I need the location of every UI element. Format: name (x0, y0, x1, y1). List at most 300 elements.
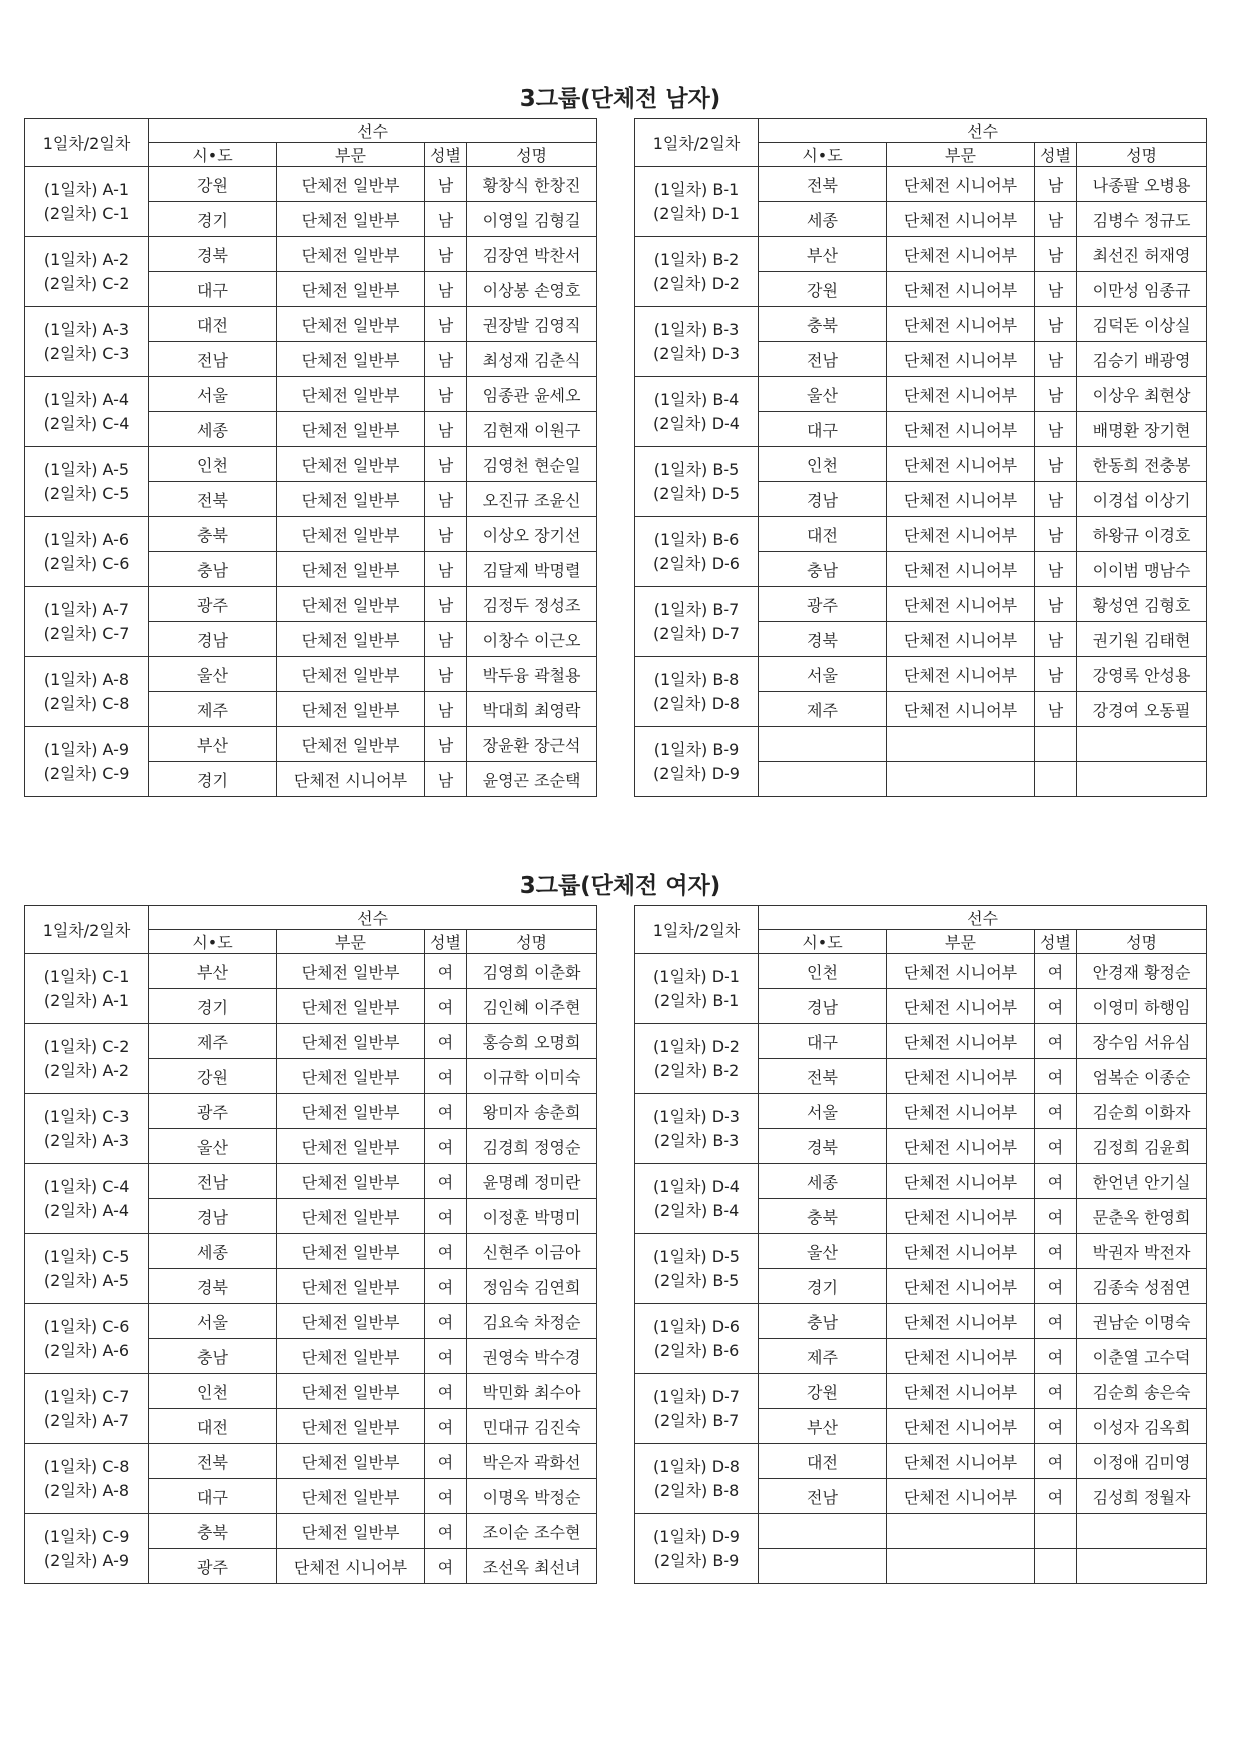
match-day-cell (635, 1304, 759, 1374)
day1-label: (1일차) D-2 (653, 1036, 740, 1056)
day1-label: (1일차) C-4 (43, 1176, 130, 1196)
table-row (635, 447, 1207, 482)
table-row (25, 237, 597, 272)
gender-cell: 남 (425, 237, 467, 272)
name-cell: 이영미 하행임 (1077, 989, 1207, 1024)
day2-label: (2일차) D-4 (653, 413, 740, 433)
match-day-cell (25, 167, 149, 237)
division-cell: 단체전 시니어부 (887, 1199, 1035, 1234)
city-cell: 충남 (759, 552, 887, 587)
division-cell: 단체전 일반부 (277, 167, 425, 202)
name-cell: 조선옥 최선녀 (467, 1549, 597, 1584)
gender-cell: 남 (1035, 517, 1077, 552)
table-row (635, 1234, 1207, 1269)
match-day-cell (635, 307, 759, 377)
division-cell: 단체전 시니어부 (887, 1094, 1035, 1129)
division-cell (887, 1514, 1035, 1549)
gender-cell: 남 (1035, 412, 1077, 447)
name-cell: 김영희 이춘화 (467, 954, 597, 989)
day1-label: (1일차) A-4 (43, 389, 130, 409)
table-row (635, 954, 1207, 989)
division-cell: 단체전 일반부 (277, 989, 425, 1024)
name-cell: 신현주 이금아 (467, 1234, 597, 1269)
name-cell: 이만성 임종규 (1077, 272, 1207, 307)
match-day-cell (25, 1094, 149, 1164)
table-row (25, 1444, 597, 1479)
name-cell: 김정두 정성조 (467, 587, 597, 622)
day1-label: (1일차) D-7 (653, 1386, 740, 1406)
division-cell: 단체전 일반부 (277, 657, 425, 692)
city-cell: 강원 (759, 1374, 887, 1409)
name-cell: 문춘옥 한영희 (1077, 1199, 1207, 1234)
city-cell (759, 762, 887, 797)
gender-cell: 남 (425, 587, 467, 622)
schedule-table-right (634, 905, 1207, 1584)
division-cell: 단체전 일반부 (277, 412, 425, 447)
city-header: 시•도 (149, 143, 277, 167)
day1-label: (1일차) B-6 (653, 529, 740, 549)
match-day-cell (635, 1094, 759, 1164)
day1-label: (1일차) C-1 (43, 966, 130, 986)
gender-cell: 여 (425, 1199, 467, 1234)
day2-label: (2일차) D-2 (653, 273, 740, 293)
gender-cell: 남 (1035, 482, 1077, 517)
city-cell: 전남 (759, 342, 887, 377)
city-cell: 광주 (149, 1094, 277, 1129)
match-day-cell (25, 1514, 149, 1584)
day1-label: (1일차) A-3 (43, 319, 130, 339)
city-cell: 전북 (149, 1444, 277, 1479)
table-row (635, 1374, 1207, 1409)
name-cell: 김병수 정규도 (1077, 202, 1207, 237)
division-cell: 단체전 시니어부 (887, 1024, 1035, 1059)
division-cell: 단체전 일반부 (277, 727, 425, 762)
day-header: 1일차/2일차 (25, 119, 149, 167)
division-cell (887, 727, 1035, 762)
name-cell: 장윤환 장근석 (467, 727, 597, 762)
table-row (25, 1234, 597, 1269)
day2-label: (2일차) D-9 (653, 763, 740, 783)
name-cell: 김덕돈 이상실 (1077, 307, 1207, 342)
table-row (635, 1304, 1207, 1339)
city-cell: 울산 (759, 377, 887, 412)
city-cell: 대전 (759, 1444, 887, 1479)
city-cell: 충북 (759, 1199, 887, 1234)
match-day-cell (635, 1444, 759, 1514)
city-cell: 광주 (149, 1549, 277, 1584)
match-day-cell (25, 237, 149, 307)
gender-cell: 여 (1035, 1024, 1077, 1059)
day2-label: (2일차) D-5 (653, 483, 740, 503)
name-cell: 박권자 박전자 (1077, 1234, 1207, 1269)
city-cell: 전남 (759, 1479, 887, 1514)
day1-label: (1일차) B-2 (653, 249, 740, 269)
division-cell: 단체전 일반부 (277, 342, 425, 377)
schedule-table-left (24, 905, 597, 1584)
name-cell: 김승기 배광영 (1077, 342, 1207, 377)
city-cell: 경기 (149, 202, 277, 237)
match-day-cell (25, 1374, 149, 1444)
gender-cell: 여 (425, 954, 467, 989)
table-row (25, 657, 597, 692)
name-cell: 이규학 이미숙 (467, 1059, 597, 1094)
day1-label: (1일차) D-8 (653, 1456, 740, 1476)
division-cell: 단체전 일반부 (277, 447, 425, 482)
day-header: 1일차/2일차 (635, 906, 759, 954)
division-cell: 단체전 일반부 (277, 622, 425, 657)
name-cell: 김경희 정영순 (467, 1129, 597, 1164)
day-header: 1일차/2일차 (635, 119, 759, 167)
city-cell: 서울 (149, 1304, 277, 1339)
division-cell: 단체전 시니어부 (887, 692, 1035, 727)
city-cell: 울산 (149, 657, 277, 692)
city-cell: 경북 (759, 1129, 887, 1164)
gender-cell: 여 (1035, 954, 1077, 989)
name-cell: 권영숙 박수경 (467, 1339, 597, 1374)
division-cell: 단체전 일반부 (277, 1374, 425, 1409)
section-title: 3그룹(단체전 남자) (519, 86, 721, 112)
division-cell: 단체전 시니어부 (887, 482, 1035, 517)
players-header: 선수 (759, 906, 1207, 930)
day2-label: (2일차) C-7 (43, 623, 130, 643)
day2-label: (2일차) A-2 (43, 1060, 130, 1080)
match-day-cell (635, 657, 759, 727)
table-row (25, 1374, 597, 1409)
gender-cell: 여 (425, 1059, 467, 1094)
gender-header: 성별 (1035, 143, 1077, 167)
name-cell (1077, 1514, 1207, 1549)
name-cell: 이이범 맹남수 (1077, 552, 1207, 587)
table-row (25, 1094, 597, 1129)
day1-label: (1일차) B-4 (653, 389, 740, 409)
gender-cell: 여 (1035, 1339, 1077, 1374)
day1-label: (1일차) D-3 (653, 1106, 740, 1126)
day2-label: (2일차) B-5 (653, 1270, 740, 1290)
city-cell: 대전 (149, 307, 277, 342)
match-day-cell (25, 727, 149, 797)
name-cell: 김종숙 성점연 (1077, 1269, 1207, 1304)
city-cell: 대구 (149, 272, 277, 307)
table-row (25, 954, 597, 989)
day1-label: (1일차) C-5 (43, 1246, 130, 1266)
day1-label: (1일차) A-5 (43, 459, 130, 479)
day2-label: (2일차) C-6 (43, 553, 130, 573)
match-day-cell (25, 954, 149, 1024)
division-cell: 단체전 시니어부 (887, 1129, 1035, 1164)
division-cell: 단체전 일반부 (277, 1199, 425, 1234)
day2-label: (2일차) C-9 (43, 763, 130, 783)
city-cell: 인천 (149, 447, 277, 482)
name-cell: 이성자 김옥희 (1077, 1409, 1207, 1444)
table-row (635, 1094, 1207, 1129)
city-cell: 강원 (149, 1059, 277, 1094)
day-header: 1일차/2일차 (25, 906, 149, 954)
city-header: 시•도 (759, 143, 887, 167)
city-cell: 인천 (759, 954, 887, 989)
gender-cell: 남 (425, 167, 467, 202)
city-cell: 전북 (149, 482, 277, 517)
division-cell: 단체전 일반부 (277, 1269, 425, 1304)
name-header: 성명 (467, 930, 597, 954)
division-cell: 단체전 시니어부 (887, 1374, 1035, 1409)
gender-cell: 여 (425, 1339, 467, 1374)
gender-cell: 여 (1035, 1444, 1077, 1479)
division-cell: 단체전 일반부 (277, 517, 425, 552)
division-cell: 단체전 시니어부 (887, 342, 1035, 377)
city-cell: 울산 (759, 1234, 887, 1269)
city-cell: 강원 (149, 167, 277, 202)
day1-label: (1일차) C-9 (43, 1526, 130, 1546)
name-cell: 박은자 곽화선 (467, 1444, 597, 1479)
day1-label: (1일차) D-4 (653, 1176, 740, 1196)
city-cell: 울산 (149, 1129, 277, 1164)
table-row (25, 1514, 597, 1549)
match-day-cell (25, 1444, 149, 1514)
gender-cell (1035, 1549, 1077, 1584)
city-cell: 세종 (759, 202, 887, 237)
division-cell: 단체전 일반부 (277, 1304, 425, 1339)
name-cell: 강영록 안성용 (1077, 657, 1207, 692)
gender-header: 성별 (425, 143, 467, 167)
gender-cell: 남 (1035, 342, 1077, 377)
match-day-cell (25, 1234, 149, 1304)
city-cell: 충남 (149, 1339, 277, 1374)
division-cell: 단체전 일반부 (277, 1444, 425, 1479)
division-cell: 단체전 일반부 (277, 1164, 425, 1199)
division-cell: 단체전 시니어부 (887, 587, 1035, 622)
city-cell (759, 727, 887, 762)
name-cell: 조이순 조수현 (467, 1514, 597, 1549)
division-cell: 단체전 일반부 (277, 1094, 425, 1129)
day1-label: (1일차) B-3 (653, 319, 740, 339)
division-cell: 단체전 시니어부 (887, 1339, 1035, 1374)
day1-label: (1일차) A-8 (43, 669, 130, 689)
city-cell: 서울 (149, 377, 277, 412)
division-cell: 단체전 일반부 (277, 1479, 425, 1514)
city-cell: 경기 (149, 989, 277, 1024)
gender-cell: 남 (1035, 202, 1077, 237)
gender-cell: 여 (425, 1164, 467, 1199)
city-cell (759, 1549, 887, 1584)
match-day-cell (635, 1164, 759, 1234)
city-cell: 인천 (149, 1374, 277, 1409)
name-cell: 최선진 허재영 (1077, 237, 1207, 272)
schedule-table-right (634, 118, 1207, 797)
name-cell: 김인혜 이주현 (467, 989, 597, 1024)
division-cell: 단체전 시니어부 (887, 517, 1035, 552)
gender-cell: 남 (425, 727, 467, 762)
gender-cell: 남 (1035, 377, 1077, 412)
table-row (25, 1164, 597, 1199)
division-cell: 단체전 일반부 (277, 307, 425, 342)
day1-label: (1일차) C-7 (43, 1386, 130, 1406)
table-row (635, 657, 1207, 692)
city-cell: 경북 (149, 237, 277, 272)
table-row (635, 517, 1207, 552)
name-header: 성명 (1077, 143, 1207, 167)
gender-cell: 여 (425, 1409, 467, 1444)
name-cell: 최성재 김춘식 (467, 342, 597, 377)
day1-label: (1일차) D-1 (653, 966, 740, 986)
city-cell: 충남 (149, 552, 277, 587)
name-cell: 김요숙 차정순 (467, 1304, 597, 1339)
day2-label: (2일차) C-5 (43, 483, 130, 503)
name-cell: 하왕규 이경호 (1077, 517, 1207, 552)
division-cell: 단체전 시니어부 (887, 272, 1035, 307)
match-day-cell (25, 657, 149, 727)
name-cell: 김달제 박명렬 (467, 552, 597, 587)
name-cell: 박두융 곽철용 (467, 657, 597, 692)
division-cell: 단체전 일반부 (277, 1339, 425, 1374)
division-cell: 단체전 시니어부 (887, 1409, 1035, 1444)
name-cell: 황성연 김형호 (1077, 587, 1207, 622)
gender-cell: 남 (1035, 167, 1077, 202)
day1-label: (1일차) D-5 (653, 1246, 740, 1266)
day2-label: (2일차) C-1 (43, 203, 130, 223)
city-cell: 전북 (759, 167, 887, 202)
division-cell: 단체전 일반부 (277, 692, 425, 727)
division-cell: 단체전 시니어부 (887, 552, 1035, 587)
match-day-cell (635, 1514, 759, 1584)
division-cell: 단체전 시니어부 (887, 237, 1035, 272)
day2-label: (2일차) A-5 (43, 1270, 130, 1290)
gender-header: 성별 (1035, 930, 1077, 954)
table-row (635, 587, 1207, 622)
gender-cell: 여 (425, 1514, 467, 1549)
division-cell: 단체전 시니어부 (887, 377, 1035, 412)
city-cell: 부산 (759, 237, 887, 272)
division-cell: 단체전 시니어부 (887, 202, 1035, 237)
header-row (635, 906, 1207, 930)
city-cell: 세종 (759, 1164, 887, 1199)
name-cell (1077, 762, 1207, 797)
match-day-cell (25, 377, 149, 447)
day1-label: (1일차) B-5 (653, 459, 740, 479)
division-cell: 단체전 시니어부 (887, 1269, 1035, 1304)
gender-cell: 남 (1035, 692, 1077, 727)
name-cell: 김현재 이원구 (467, 412, 597, 447)
gender-cell: 남 (425, 447, 467, 482)
match-day-cell (635, 954, 759, 1024)
division-cell: 단체전 일반부 (277, 587, 425, 622)
match-day-cell (635, 167, 759, 237)
name-cell: 권기원 김태현 (1077, 622, 1207, 657)
gender-cell: 여 (1035, 1059, 1077, 1094)
city-cell: 대전 (149, 1409, 277, 1444)
players-header: 선수 (149, 906, 597, 930)
match-day-cell (25, 1304, 149, 1374)
division-header: 부문 (887, 143, 1035, 167)
gender-cell: 남 (1035, 657, 1077, 692)
gender-cell: 남 (425, 517, 467, 552)
gender-cell: 남 (425, 202, 467, 237)
header-row (25, 119, 597, 143)
gender-cell: 남 (1035, 552, 1077, 587)
division-cell: 단체전 일반부 (277, 377, 425, 412)
city-cell: 부산 (149, 954, 277, 989)
day1-label: (1일차) B-9 (653, 739, 740, 759)
day2-label: (2일차) A-1 (43, 990, 130, 1010)
header-row (25, 906, 597, 930)
day2-label: (2일차) A-9 (43, 1550, 130, 1570)
gender-cell: 여 (425, 1234, 467, 1269)
division-cell (887, 762, 1035, 797)
gender-cell: 남 (425, 307, 467, 342)
city-cell: 경남 (759, 989, 887, 1024)
day1-label: (1일차) A-7 (43, 599, 130, 619)
city-cell: 경기 (759, 1269, 887, 1304)
division-cell: 단체전 일반부 (277, 552, 425, 587)
day2-label: (2일차) D-1 (653, 203, 740, 223)
gender-cell: 남 (1035, 272, 1077, 307)
gender-cell: 여 (425, 989, 467, 1024)
gender-cell: 여 (1035, 1409, 1077, 1444)
city-cell: 부산 (149, 727, 277, 762)
city-cell: 부산 (759, 1409, 887, 1444)
division-cell: 단체전 시니어부 (887, 307, 1035, 342)
day2-label: (2일차) B-9 (653, 1550, 740, 1570)
day1-label: (1일차) C-2 (43, 1036, 130, 1056)
gender-cell: 남 (425, 622, 467, 657)
division-cell: 단체전 일반부 (277, 237, 425, 272)
name-cell: 민대규 김진숙 (467, 1409, 597, 1444)
city-header: 시•도 (759, 930, 887, 954)
gender-cell: 남 (425, 552, 467, 587)
name-cell: 오진규 조윤신 (467, 482, 597, 517)
gender-cell: 남 (1035, 587, 1077, 622)
name-cell: 김순희 이화자 (1077, 1094, 1207, 1129)
city-cell: 충북 (759, 307, 887, 342)
city-cell: 경기 (149, 762, 277, 797)
gender-cell: 여 (1035, 1304, 1077, 1339)
match-day-cell (635, 1374, 759, 1444)
day2-label: (2일차) A-8 (43, 1480, 130, 1500)
gender-cell: 남 (425, 762, 467, 797)
match-day-cell (635, 727, 759, 797)
division-cell: 단체전 일반부 (277, 202, 425, 237)
division-cell: 단체전 일반부 (277, 1059, 425, 1094)
gender-cell: 여 (425, 1094, 467, 1129)
city-cell: 서울 (759, 1094, 887, 1129)
gender-cell: 여 (1035, 1094, 1077, 1129)
division-cell: 단체전 시니어부 (887, 657, 1035, 692)
name-cell: 황창식 한창진 (467, 167, 597, 202)
match-day-cell (25, 307, 149, 377)
players-header: 선수 (149, 119, 597, 143)
table-row (635, 377, 1207, 412)
day1-label: (1일차) B-8 (653, 669, 740, 689)
day1-label: (1일차) B-7 (653, 599, 740, 619)
gender-cell: 여 (425, 1304, 467, 1339)
division-cell: 단체전 시니어부 (887, 447, 1035, 482)
match-day-cell (635, 1024, 759, 1094)
match-day-cell (25, 517, 149, 587)
day2-label: (2일차) B-3 (653, 1130, 740, 1150)
name-cell: 이경섭 이상기 (1077, 482, 1207, 517)
day2-label: (2일차) B-1 (653, 990, 740, 1010)
city-cell: 제주 (759, 692, 887, 727)
division-cell: 단체전 시니어부 (277, 762, 425, 797)
city-cell: 충북 (149, 517, 277, 552)
city-cell: 제주 (759, 1339, 887, 1374)
day2-label: (2일차) B-2 (653, 1060, 740, 1080)
gender-cell: 남 (425, 482, 467, 517)
table-row (25, 1304, 597, 1339)
name-cell: 이영일 김형길 (467, 202, 597, 237)
table-row (635, 1164, 1207, 1199)
name-cell: 홍승희 오명희 (467, 1024, 597, 1059)
gender-cell (1035, 1514, 1077, 1549)
